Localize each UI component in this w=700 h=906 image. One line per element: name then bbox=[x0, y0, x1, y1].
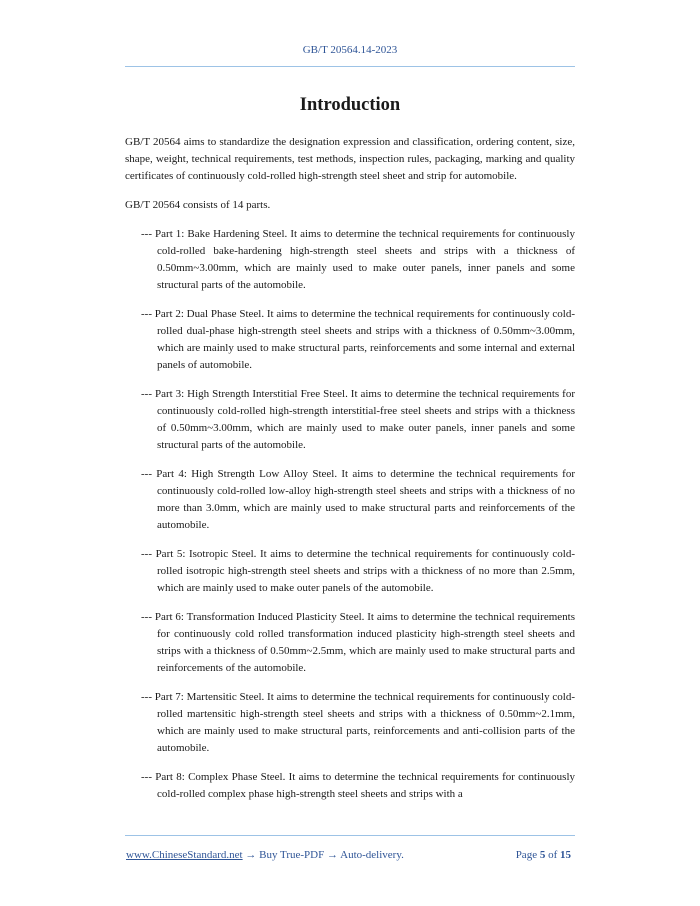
header-divider bbox=[125, 66, 575, 67]
part-item: --- Part 8: Complex Phase Steel. It aims to determine the technical requirements for continuously cold-rolled complex phase high-strength steel sheets and strips with a bbox=[141, 771, 575, 800]
part-item: --- Part 7: Martensitic Steel. It aims to determine the technical requirements for continuously cold-rolled martensitic high-strength steel sheets and strips with a thickness of 0.50mm~2.1mm, which are mainly used to make structural parts, reinforcements and anti-collision parts of the automobile. bbox=[141, 691, 575, 754]
part-item: --- Part 4: High Strength Low Alloy Steel. It aims to determine the technical requirements for continuously cold-rolled low-alloy high-strength steel sheets and strips with a thickness of no more than 3.0mm, which are mainly used to make structural parts and reinforcements of the automobile. bbox=[141, 468, 575, 531]
page-title: Introduction bbox=[299, 95, 401, 115]
intro-paragraph: GB/T 20564 aims to standardize the designation expression and classification, ordering content, size, shape, weight, technical requirements, test methods, inspection rules, packaging, marking and quality certificates of continuously cold-rolled high-strength steel sheet and strip for automobile. bbox=[125, 136, 575, 182]
intro-paragraph: GB/T 20564 consists of 14 parts. bbox=[125, 199, 271, 211]
arrow-right-icon: → bbox=[245, 849, 257, 861]
total-pages: 15 bbox=[560, 849, 571, 861]
footer-divider bbox=[125, 835, 575, 836]
part-item: --- Part 5: Isotropic Steel. It aims to determine the technical requirements for continuously cold-rolled isotropic high-strength steel sheets and strips with a thickness of no more than 2.5mm, which are mainly used to make outer panels of the automobile. bbox=[141, 548, 575, 594]
page-counter bbox=[516, 848, 571, 862]
page-number: 5 bbox=[539, 849, 546, 861]
site-link[interactable]: www.ChineseStandard.net bbox=[126, 849, 243, 861]
footer-promo bbox=[126, 848, 404, 862]
document-body bbox=[125, 134, 575, 815]
auto-delivery-text: Auto-delivery. bbox=[340, 849, 404, 861]
part-item: --- Part 3: High Strength Interstitial Free Steel. It aims to determine the technical requirements for continuously cold-rolled high-strength interstitial-free steel sheets and strips with a thickness of 0.50mm~3.00mm, which are mainly used to make outer panels, inner panels and some structural parts of the automobile. bbox=[141, 388, 575, 451]
part-item: --- Part 1: Bake Hardening Steel. It aims to determine the technical requirements for continuously cold-rolled bake-hardening high-strength steel sheets and strips with a thickness of 0.50mm~3.00mm, which are mainly used to make outer panels, inner panels and some structural parts of the automobile. bbox=[141, 228, 575, 291]
of-label: of bbox=[548, 849, 558, 861]
page-label: Page bbox=[515, 849, 538, 861]
arrow-right-icon: → bbox=[326, 849, 338, 861]
part-item: --- Part 6: Transformation Induced Plasticity Steel. It aims to determine the technical requirements for continuously cold rolled transformation induced plasticity high-strength steel sheets and strips with a thickness of 0.50mm~2.5mm, which are mainly used to make structural parts and reinforcements of the automobile. bbox=[141, 611, 575, 674]
standard-code-header: GB/T 20564.14-2023 bbox=[302, 44, 398, 56]
part-item: --- Part 2: Dual Phase Steel. It aims to determine the technical requirements for continuously cold-rolled dual-phase high-strength steel sheets and strips with a thickness of 0.50mm~3.00mm, which are mainly used to make structural parts, reinforcements and some internal and external panels of automobile. bbox=[141, 308, 575, 371]
buy-pdf-text: Buy True-PDF bbox=[259, 849, 325, 861]
